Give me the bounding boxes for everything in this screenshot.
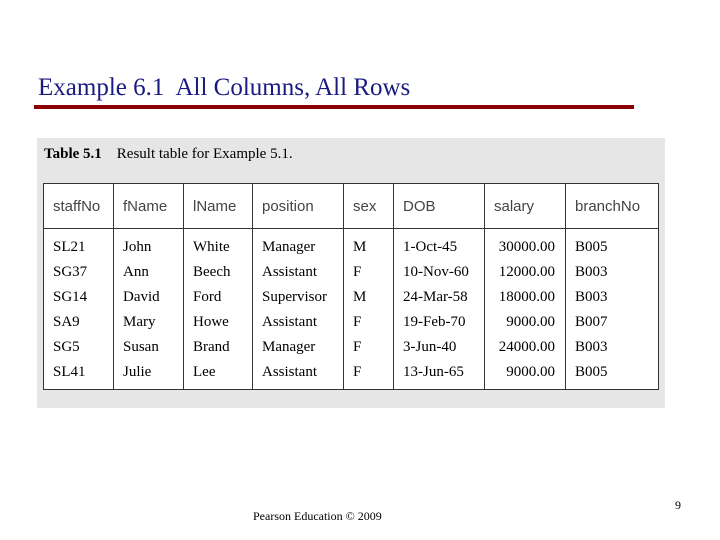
table-cell: Manager bbox=[253, 335, 344, 360]
page-number: 9 bbox=[675, 498, 681, 512]
table-cell: SL21 bbox=[44, 229, 114, 261]
table-cell: 12000.00 bbox=[485, 260, 566, 285]
table-cell: B003 bbox=[566, 335, 659, 360]
table-cell: Manager bbox=[253, 229, 344, 261]
title-underline bbox=[34, 105, 634, 109]
table-cell: F bbox=[344, 310, 394, 335]
table-cell: Ford bbox=[184, 285, 253, 310]
table-cell: Brand bbox=[184, 335, 253, 360]
table-cell: David bbox=[114, 285, 184, 310]
table-cell: M bbox=[344, 229, 394, 261]
table-cell: 24-Mar-58 bbox=[394, 285, 485, 310]
table-cell: Ann bbox=[114, 260, 184, 285]
table-cell: SL41 bbox=[44, 360, 114, 390]
column-header: salary bbox=[485, 184, 566, 229]
table-cell: SA9 bbox=[44, 310, 114, 335]
table-cell: White bbox=[184, 229, 253, 261]
table-cell: F bbox=[344, 335, 394, 360]
result-table bbox=[43, 183, 659, 390]
table-cell: SG37 bbox=[44, 260, 114, 285]
table-cell: SG14 bbox=[44, 285, 114, 310]
column-header: sex bbox=[344, 184, 394, 229]
table-cell: 3-Jun-40 bbox=[394, 335, 485, 360]
table-row bbox=[44, 310, 659, 335]
table-cell: F bbox=[344, 360, 394, 390]
table-cell: B005 bbox=[566, 229, 659, 261]
table-cell: B003 bbox=[566, 260, 659, 285]
footer-copyright: Pearson Education © 2009 bbox=[253, 509, 382, 523]
table-cell: M bbox=[344, 285, 394, 310]
column-header: branchNo bbox=[566, 184, 659, 229]
table-cell: 19-Feb-70 bbox=[394, 310, 485, 335]
table-cell: Mary bbox=[114, 310, 184, 335]
table-cell: 30000.00 bbox=[485, 229, 566, 261]
column-header: fName bbox=[114, 184, 184, 229]
table-cell: B003 bbox=[566, 285, 659, 310]
table-cell: Howe bbox=[184, 310, 253, 335]
table-cell: Assistant bbox=[253, 360, 344, 390]
table-cell: 9000.00 bbox=[485, 360, 566, 390]
table-cell: 1-Oct-45 bbox=[394, 229, 485, 261]
table-cell: 13-Jun-65 bbox=[394, 360, 485, 390]
table-caption-label: Table 5.1 bbox=[44, 146, 102, 162]
table-cell: 10-Nov-60 bbox=[394, 260, 485, 285]
table-cell: 9000.00 bbox=[485, 310, 566, 335]
column-header: position bbox=[253, 184, 344, 229]
table-row bbox=[44, 229, 659, 261]
table-cell: Assistant bbox=[253, 310, 344, 335]
table-header-row bbox=[44, 184, 659, 229]
table-cell: Lee bbox=[184, 360, 253, 390]
table-cell: Susan bbox=[114, 335, 184, 360]
table-row bbox=[44, 360, 659, 390]
table-cell: 18000.00 bbox=[485, 285, 566, 310]
table-row bbox=[44, 285, 659, 310]
table-cell: Assistant bbox=[253, 260, 344, 285]
column-header: staffNo bbox=[44, 184, 114, 229]
column-header: lName bbox=[184, 184, 253, 229]
column-header: DOB bbox=[394, 184, 485, 229]
table-cell: John bbox=[114, 229, 184, 261]
table-cell: 24000.00 bbox=[485, 335, 566, 360]
table-cell: B005 bbox=[566, 360, 659, 390]
table-cell: B007 bbox=[566, 310, 659, 335]
table-caption-text: Result table for Example 5.1. bbox=[116, 146, 293, 162]
table-row bbox=[44, 335, 659, 360]
table-caption bbox=[44, 146, 293, 163]
table-cell: Julie bbox=[114, 360, 184, 390]
table-cell: Beech bbox=[184, 260, 253, 285]
table-cell: F bbox=[344, 260, 394, 285]
table-cell: Supervisor bbox=[253, 285, 344, 310]
slide-title: Example 6.1 All Columns, All Rows bbox=[38, 74, 411, 101]
table-cell: SG5 bbox=[44, 335, 114, 360]
table-row bbox=[44, 260, 659, 285]
